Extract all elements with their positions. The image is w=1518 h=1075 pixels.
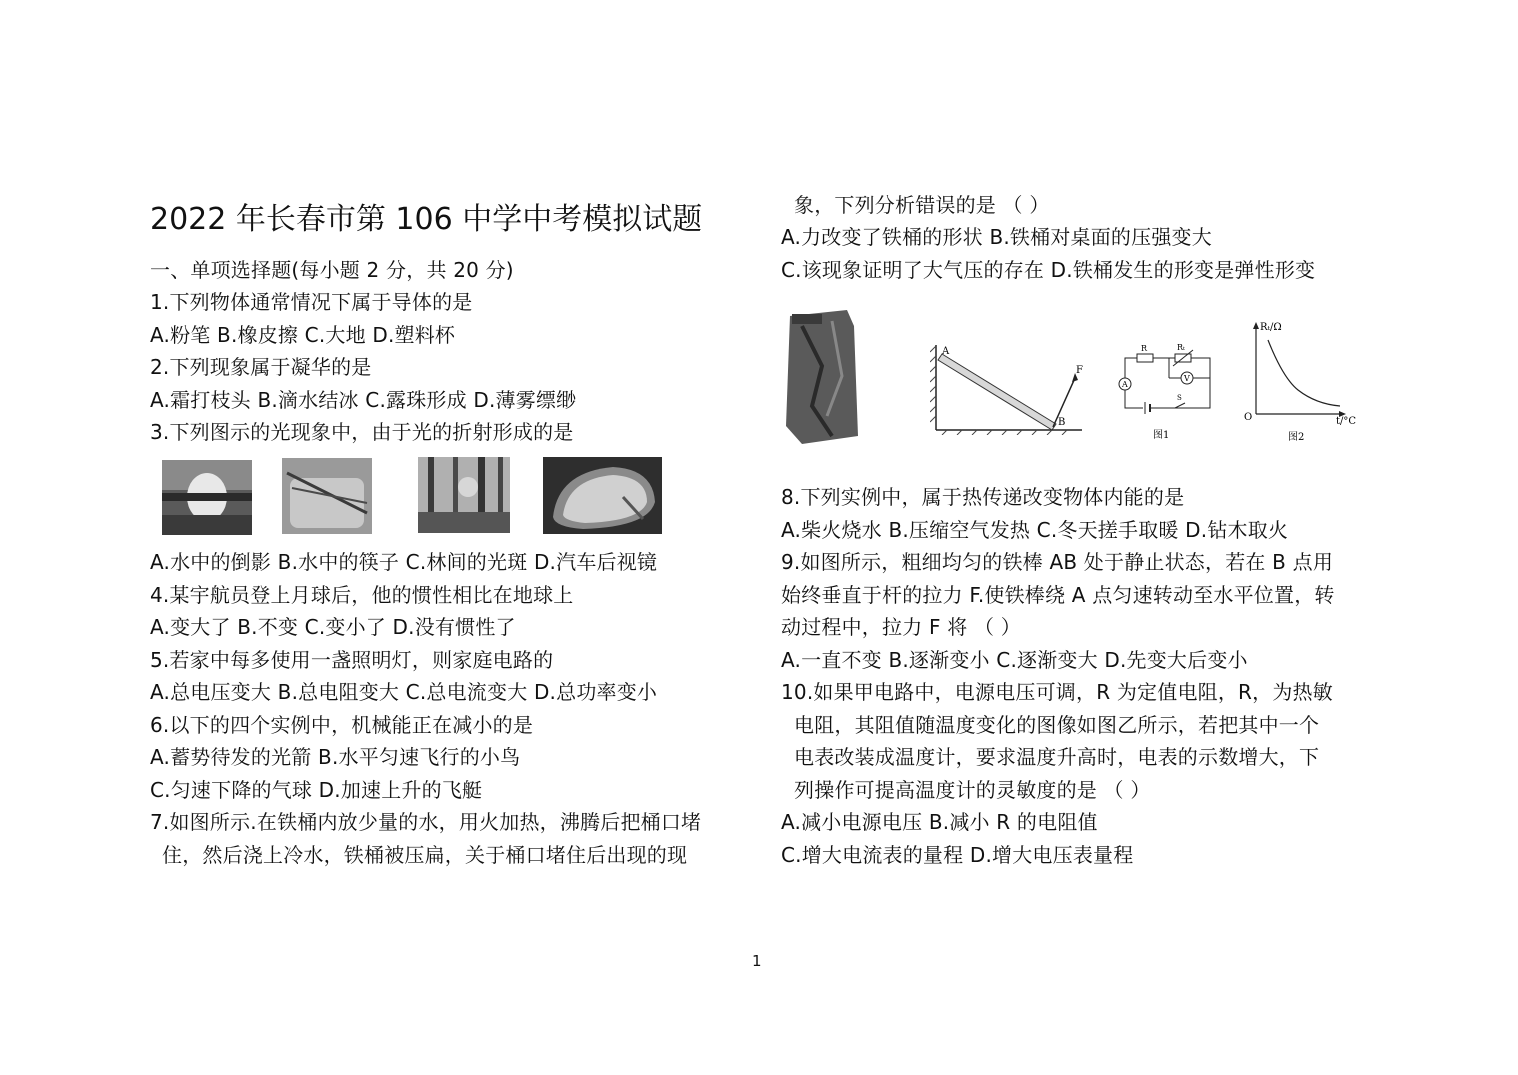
question-5-options: A.总电压变大 B.总电阻变大 C.总电流变大 D.总功率变小 [150, 680, 658, 704]
question-10-cont: 电阻，其阻值随温度变化的图像如图乙所示，若把其中一个 [794, 713, 1320, 737]
page-number: 1 [752, 952, 762, 970]
graph-x-label: t/°C [1336, 416, 1357, 427]
question-7-cont2: 象，下列分析错误的是 （ ） [794, 193, 1050, 217]
question-10: 10.如果甲电路中，电源电压可调，R 为定值电阻，R，为热敏 [781, 680, 1333, 704]
question-7: 7.如图所示.在铁桶内放少量的水，用火加热，沸腾后把桶口堵 [150, 810, 702, 834]
question-8: 8.下列实例中，属于热传递改变物体内能的是 [781, 485, 1185, 509]
graph-origin: O [1244, 412, 1253, 423]
question-4-options: A.变大了 B.不变 C.变小了 D.没有惯性了 [150, 615, 516, 639]
question-10-cont2: 电表改装成温度计，要求温度升高时，电表的示数增大，下 [794, 745, 1320, 769]
question-10-options-cd: C.增大电流表的量程 D.增大电压表量程 [781, 843, 1134, 867]
label-r: R [1141, 344, 1148, 353]
question-7-options-cd: C.该现象证明了大气压的存在 D.铁桶发生的形变是弹性形变 [781, 258, 1316, 282]
question-5: 5.若家中每多使用一盏照明灯，则家庭电路的 [150, 648, 554, 672]
label-a: A [942, 346, 950, 357]
question-10-options-ab: A.减小电源电压 B.减小 R 的电阻值 [781, 810, 1098, 834]
lever-diagram [930, 340, 1085, 435]
figure-1-caption: 图1 [1153, 430, 1170, 441]
label-voltmeter: V [1184, 374, 1190, 383]
question-9-options: A.一直不变 B.逐渐变小 C.逐渐变大 D.先变大后变小 [781, 648, 1248, 672]
graph-y-label: Rₜ/Ω [1260, 322, 1282, 333]
question-3-options: A.水中的倒影 B.水中的筷子 C.林间的光斑 D.汽车后视镜 [150, 550, 658, 574]
crushed-bucket-photo [782, 306, 862, 446]
page-title: 2022 年长春市第 106 中学中考模拟试题 [150, 202, 703, 237]
circuit-diagram [1115, 340, 1220, 445]
question-1: 1.下列物体通常情况下属于导体的是 [150, 290, 473, 314]
rearview-mirror-photo [543, 457, 662, 534]
question-6-options-cd: C.匀速下降的气球 D.加速上升的飞艇 [150, 778, 483, 802]
question-9-cont2: 动过程中，拉力 F 将 （ ） [781, 615, 1021, 639]
reflection-photo [162, 460, 252, 535]
question-10-cont3: 列操作可提高温度计的灵敏度的是 （ ） [794, 778, 1151, 802]
question-2: 2.下列现象属于凝华的是 [150, 355, 372, 379]
label-rt: Rₜ [1177, 343, 1185, 352]
label-ammeter: A [1122, 380, 1128, 389]
question-9: 9.如图所示，粗细均匀的铁棒 AB 处于静止状态，若在 B 点用 [781, 550, 1334, 574]
question-3: 3.下列图示的光现象中，由于光的折射形成的是 [150, 420, 574, 444]
label-switch: S [1177, 394, 1182, 402]
label-b: B [1058, 417, 1066, 428]
forest-photo [418, 457, 510, 533]
question-6: 6.以下的四个实例中，机械能正在减小的是 [150, 713, 534, 737]
question-1-options: A.粉笔 B.橡皮擦 C.大地 D.塑料杯 [150, 323, 456, 347]
question-4: 4.某宇航员登上月球后，他的惯性相比在地球上 [150, 583, 574, 607]
figure-2-caption: 图2 [1288, 432, 1305, 443]
question-9-cont: 始终垂直于杆的拉力 F.使铁棒绕 A 点匀速转动至水平位置，转 [781, 583, 1335, 607]
question-7-options-ab: A.力改变了铁桶的形状 B.铁桶对桌面的压强变大 [781, 225, 1212, 249]
chopsticks-photo [282, 458, 372, 534]
label-f: F [1076, 365, 1083, 376]
section-heading: 一、单项选择题(每小题 2 分，共 20 分) [150, 258, 514, 282]
question-8-options: A.柴火烧水 B.压缩空气发热 C.冬天搓手取暖 D.钻木取火 [781, 518, 1289, 542]
question-2-options: A.霜打枝头 B.滴水结冰 C.露珠形成 D.薄雾缥缈 [150, 388, 577, 412]
question-6-options-ab: A.蓄势待发的光箭 B.水平匀速飞行的小鸟 [150, 745, 521, 769]
question-7-cont: 住，然后浇上冷水，铁桶被压扁，关于桶口堵住后出现的现 [162, 843, 688, 867]
resistance-temperature-graph [1238, 318, 1368, 445]
